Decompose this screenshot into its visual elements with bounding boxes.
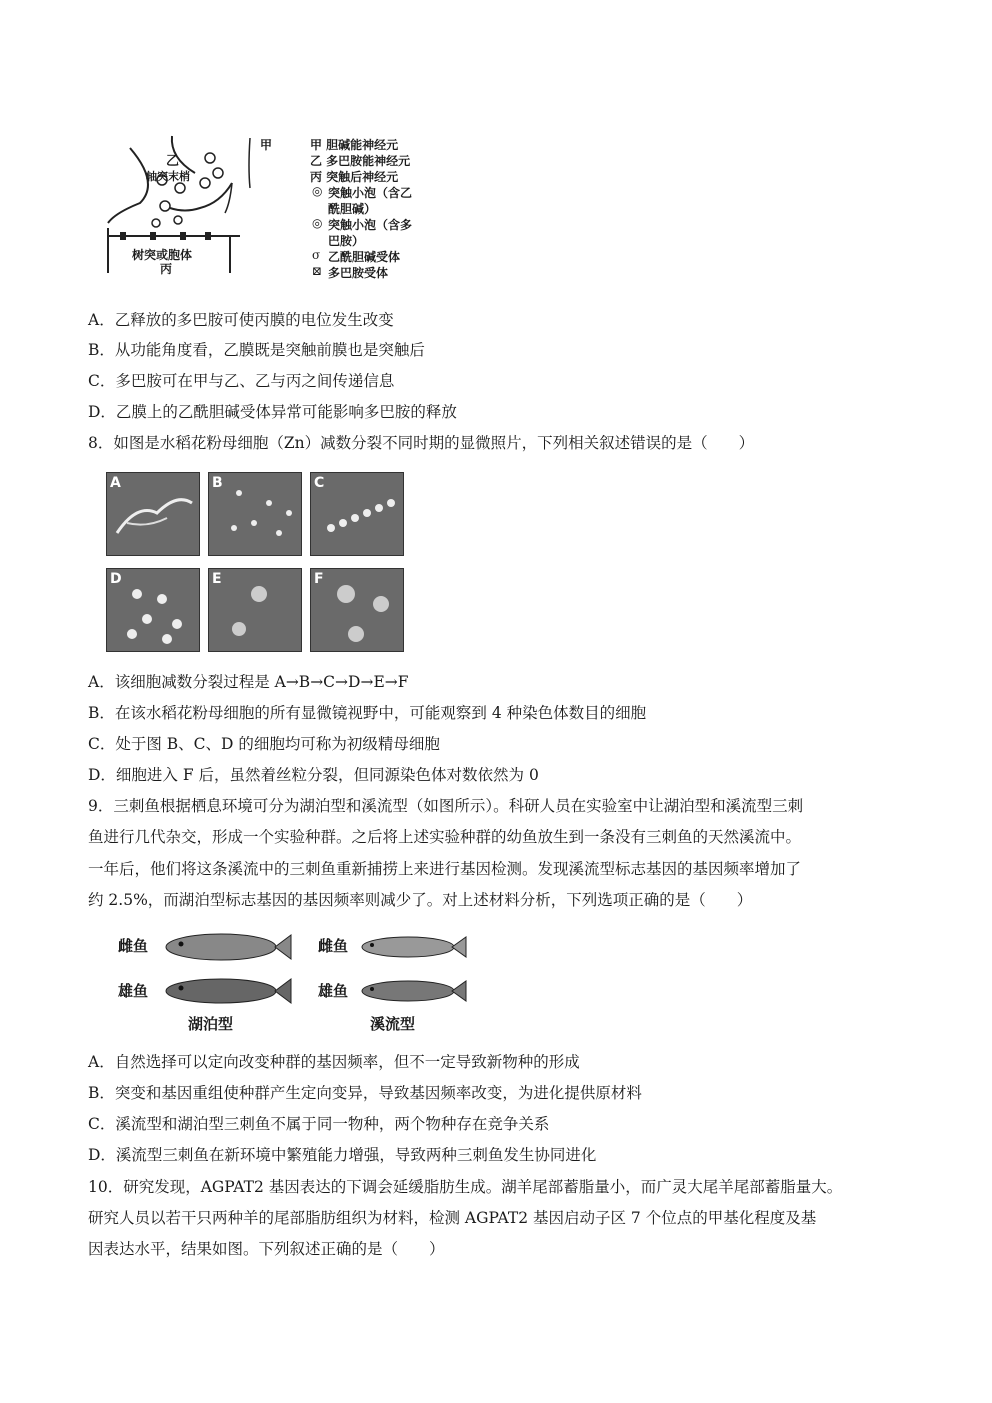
panel-label: C bbox=[314, 475, 325, 491]
lake-female-fish bbox=[163, 929, 293, 963]
q7-option-b: B．从功能角度看，乙膜既是突触前膜也是突触后 bbox=[88, 341, 425, 359]
q7-option-a: A．乙释放的多巴胺可使丙膜的电位发生改变 bbox=[88, 311, 394, 329]
micrograph-b bbox=[208, 472, 302, 556]
q9-stem-line: 鱼进行几代杂交，形成一个实验种群。之后将上述实验种群的幼鱼放生到一条没有三刺鱼的天然溪流中。 bbox=[88, 828, 802, 846]
stream-type-label: 溪流型 bbox=[370, 1015, 416, 1033]
q10-stem-line: 因表达水平，结果如图。下列叙述正确的是（ ） bbox=[88, 1240, 445, 1258]
micrograph-d bbox=[106, 568, 200, 652]
lake-female-label: 雌鱼 bbox=[118, 937, 149, 955]
q8-option-c: C．处于图 B、C、D 的细胞均可称为初级精母细胞 bbox=[88, 735, 440, 753]
legend-item: 多巴胺受体 bbox=[328, 266, 389, 280]
q9-stem-line: 一年后，他们将这条溪流中的三刺鱼重新捕捞上来进行基因检测。发现溪流型标志基因的基因频率增加了 bbox=[88, 860, 802, 878]
micrograph-e bbox=[208, 568, 302, 652]
q9-option-b: B．突变和基因重组使种群产生定向变异，导致基因频率改变，为进化提供原材料 bbox=[88, 1084, 642, 1102]
legend-item: 甲 胆碱能神经元 bbox=[310, 138, 399, 152]
stream-female-fish bbox=[358, 931, 468, 961]
stream-male-fish bbox=[358, 975, 468, 1005]
q9-stem-line: 9．三刺鱼根据栖息环境可分为湖泊型和溪流型（如图所示）。科研人员在实验室中让湖泊型和溪流型三刺 bbox=[88, 797, 804, 815]
vesicle-dopamine-icon: ◎ bbox=[312, 216, 323, 230]
q8-option-a: A．该细胞减数分裂过程是 A→B→C→D→E→F bbox=[88, 673, 409, 691]
q7-option-c: C．多巴胺可在甲与乙、乙与丙之间传递信息 bbox=[88, 372, 395, 390]
legend-item: 突触小泡（含多 bbox=[328, 218, 413, 232]
legend-item: 巴胺） bbox=[328, 234, 365, 248]
q10-stem-line: 10．研究发现，AGPAT2 基因表达的下调会延缓脂肪生成。湖羊尾部蓄脂量小，而广灵大尾羊尾部蓄脂量大。 bbox=[88, 1178, 843, 1196]
label-jia: 甲 bbox=[260, 138, 273, 152]
label-yi: 乙 bbox=[166, 154, 180, 169]
panel-label: D bbox=[110, 571, 122, 587]
stream-female-label: 雌鱼 bbox=[318, 937, 349, 955]
micrograph-grid bbox=[106, 472, 406, 652]
panel-label: A bbox=[110, 475, 121, 491]
panel-label: E bbox=[212, 571, 222, 587]
legend-item: 乙酰胆碱受体 bbox=[328, 250, 401, 264]
panel-label: F bbox=[314, 571, 324, 587]
q8-option-b: B．在该水稻花粉母细胞的所有显微镜视野中，可能观察到 4 种染色体数目的细胞 bbox=[88, 704, 647, 722]
lake-male-label: 雄鱼 bbox=[118, 982, 149, 1000]
synapse-diagram bbox=[100, 128, 440, 278]
q8-option-d: D．细胞进入 F 后，虽然着丝粒分裂，但同源染色体对数依然为 0 bbox=[88, 766, 539, 784]
q10-stem-line: 研究人员以若干只两种羊的尾部脂肪组织为材料，检测 AGPAT2 基因启动子区 7 个位点的甲基化程度及基 bbox=[88, 1209, 817, 1227]
stream-male-label: 雄鱼 bbox=[318, 982, 349, 1000]
q9-option-d: D．溪流型三刺鱼在新环境中繁殖能力增强，导致两种三刺鱼发生协同进化 bbox=[88, 1146, 597, 1164]
micrograph-c bbox=[310, 472, 404, 556]
q7-option-d: D．乙膜上的乙酰胆碱受体异常可能影响多巴胺的释放 bbox=[88, 403, 457, 421]
q9-stem-line: 约 2.5%，而湖泊型标志基因的基因频率则减少了。对上述材料分析，下列选项正确的是（ ） bbox=[88, 891, 753, 909]
lake-male-fish bbox=[163, 973, 293, 1007]
label-axon-terminal: 轴突末梢 bbox=[146, 170, 190, 183]
legend-item: 乙 多巴胺能神经元 bbox=[310, 154, 411, 168]
legend-item: 突触小泡（含乙 bbox=[328, 186, 413, 200]
dopamine-receptor-icon: ⊠ bbox=[312, 264, 323, 278]
label-bing: 丙 bbox=[160, 262, 173, 276]
q9-option-c: C．溪流型和湖泊型三刺鱼不属于同一物种，两个物种存在竞争关系 bbox=[88, 1115, 550, 1133]
micrograph-a bbox=[106, 472, 200, 556]
vesicle-ach-icon: ◎ bbox=[312, 184, 323, 198]
q8-stem: 8．如图是水稻花粉母细胞（Zn）减数分裂不同时期的显微照片，下列相关叙述错误的是（ ） bbox=[88, 434, 755, 452]
q9-option-a: A．自然选择可以定向改变种群的基因频率，但不一定导致新物种的形成 bbox=[88, 1053, 580, 1071]
legend-item: 酰胆碱） bbox=[328, 202, 377, 216]
micrograph-f bbox=[310, 568, 404, 652]
lake-type-label: 湖泊型 bbox=[188, 1015, 234, 1033]
legend-item: 丙 突触后神经元 bbox=[310, 170, 399, 184]
stickleback-figure bbox=[108, 925, 473, 1037]
label-dendrite: 树突或胞体 bbox=[132, 248, 193, 262]
ach-receptor-icon: σ bbox=[312, 248, 321, 262]
panel-label: B bbox=[212, 475, 223, 491]
